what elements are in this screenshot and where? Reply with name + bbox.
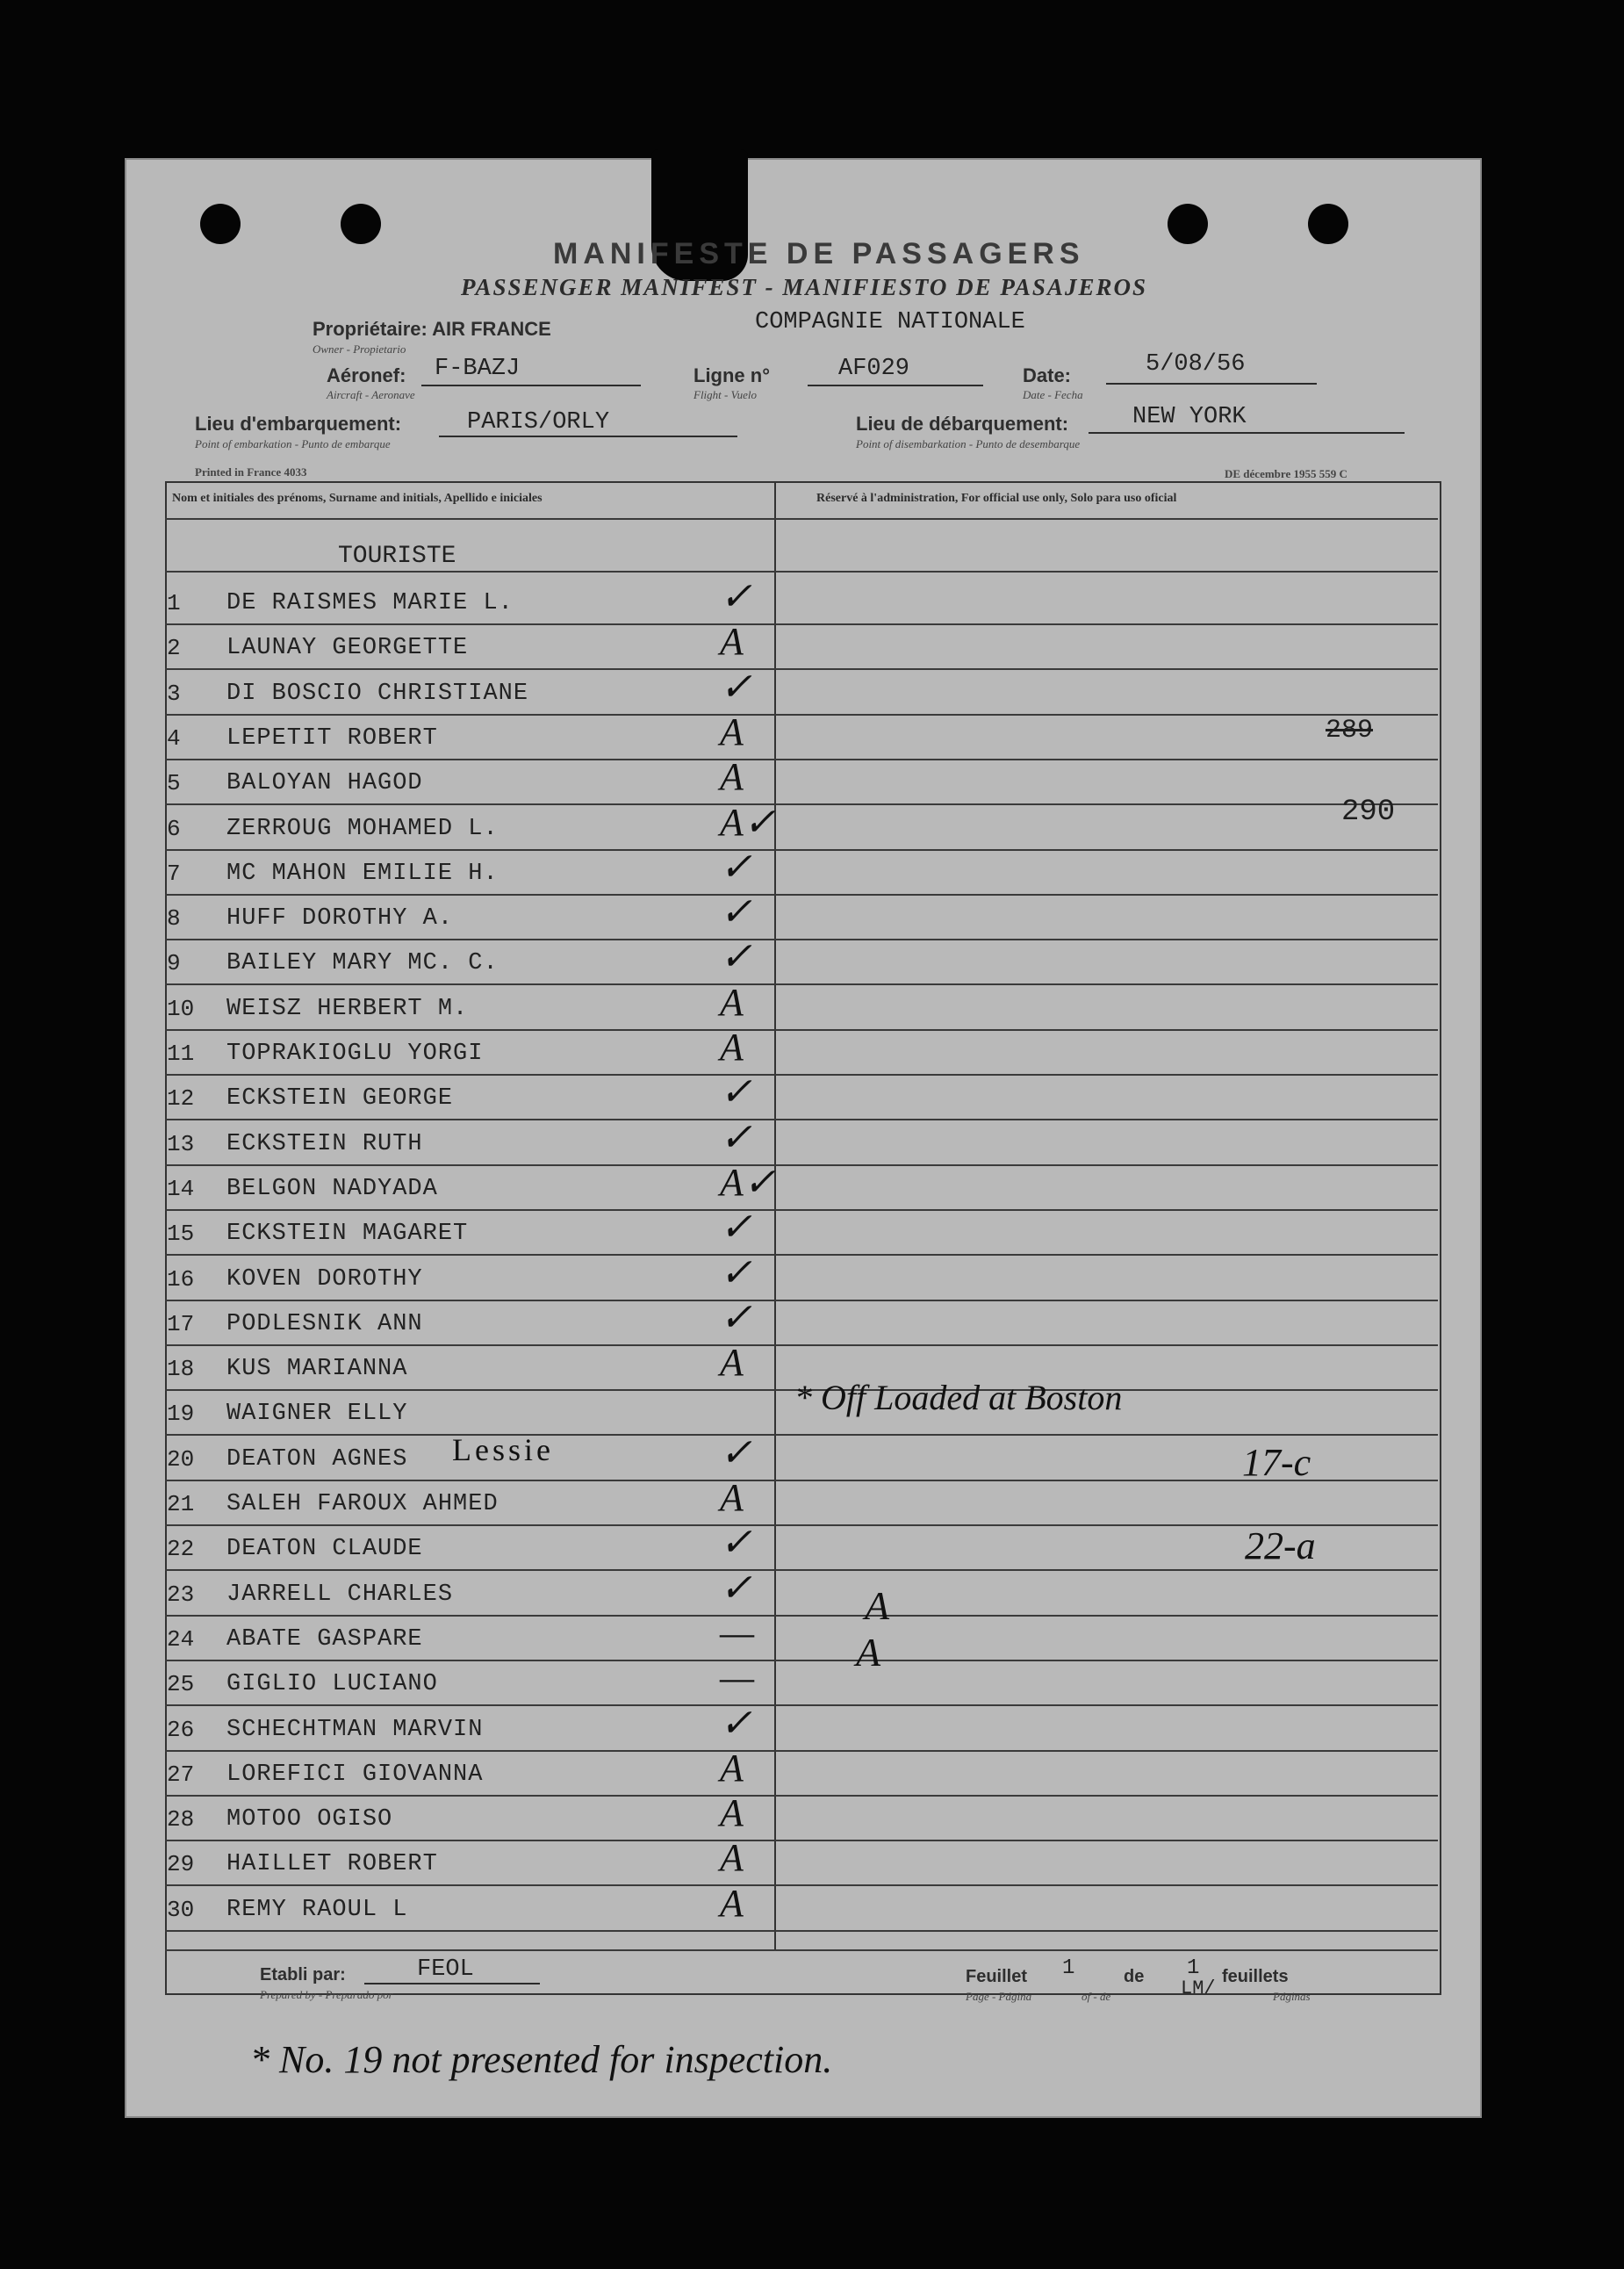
column-divider (774, 481, 776, 1949)
passenger-name: MOTOO OGISO (226, 1806, 393, 1833)
note-22a: 22-a (1245, 1524, 1316, 1567)
row-rule (165, 1840, 1438, 1841)
column-header-names: Nom et initiales des prénoms, Surname and initials, Apellido e iniciales (172, 492, 543, 505)
passenger-number: 7 (167, 861, 181, 887)
row-rule (165, 759, 1438, 760)
date-sublabel: Date - Fecha (1023, 388, 1083, 401)
passenger-number: 20 (167, 1446, 195, 1473)
aircraft-value: F-BAZJ (435, 356, 521, 382)
inspection-mark: A (720, 1476, 744, 1519)
inspection-mark: ✓ (720, 1070, 752, 1113)
owner-label: Propriétaire: AIR FRANCE (313, 318, 551, 340)
embarkation-label: Lieu d'embarquement: (195, 413, 402, 435)
inspection-mark: ✓ (720, 890, 752, 933)
passenger-name: WAIGNER ELLY (226, 1401, 408, 1427)
inspection-mark: ✓ (720, 935, 752, 978)
of-label: de (1124, 1967, 1145, 1986)
passenger-name: ECKSTEIN GEORGE (226, 1085, 454, 1112)
row-rule (165, 939, 1438, 940)
row-rule (165, 714, 1438, 716)
owner-sublabel: Owner - Propietario (313, 342, 406, 356)
row-rule (165, 849, 1438, 851)
inspection-mark: A (720, 1882, 744, 1925)
passenger-number: 30 (167, 1897, 195, 1923)
pages-sublabel: Páginas (1273, 1990, 1311, 2003)
passenger-number: 5 (167, 770, 181, 796)
inspection-mark: ✓ (720, 1567, 752, 1610)
disembarkation-label: Lieu de débarquement: (856, 413, 1069, 435)
footer-rule (165, 1949, 1438, 1951)
inspection-mark: A✓ (720, 801, 776, 844)
page-total: 1 (1187, 1956, 1200, 1980)
class-label: TOURISTE (338, 543, 456, 570)
inspection-note: * No. 19 not presented for inspection. (250, 2038, 833, 2081)
passenger-name: DEATON AGNES (226, 1446, 408, 1473)
lessie-note: Lessie (452, 1432, 554, 1467)
passenger-number: 28 (167, 1806, 195, 1833)
passenger-name: ECKSTEIN MAGARET (226, 1221, 469, 1247)
passenger-name: DE RAISMES MARIE L. (226, 590, 514, 616)
inspection-mark: ✓ (720, 1431, 752, 1474)
flight-sublabel: Flight - Vuelo (693, 388, 757, 401)
passenger-name: KOVEN DOROTHY (226, 1266, 423, 1293)
passenger-name: BELGON NADYADA (226, 1176, 438, 1202)
prepared-value: FEOL (417, 1956, 474, 1983)
manifest-subtitle: PASSENGER MANIFEST - MANIFIESTO DE PASAJEROS (461, 274, 1147, 300)
passenger-name: BAILEY MARY MC. C. (226, 950, 499, 976)
inspection-mark: ✓ (720, 1296, 752, 1339)
of-sublabel: of - de (1081, 1990, 1111, 2003)
passenger-name: GIGLIO LUCIANO (226, 1671, 438, 1697)
passenger-name: REMY RAOUL L (226, 1897, 408, 1923)
struck-number: 289 (1326, 716, 1374, 746)
row-rule (165, 1569, 1438, 1571)
embarkation-value: PARIS/ORLY (467, 409, 610, 436)
inspection-mark: A (720, 1747, 744, 1790)
passenger-name: BALOYAN HAGOD (226, 770, 423, 796)
mark-a-25: A (856, 1630, 881, 1675)
row-rule (165, 668, 1438, 670)
offloaded-note: * Off Loaded at Boston (794, 1378, 1123, 1417)
row-rule (165, 1660, 1438, 1661)
passenger-number: 16 (167, 1266, 195, 1293)
inspection-mark: A (720, 755, 744, 798)
passenger-number: 4 (167, 725, 181, 752)
row-rule (165, 1930, 1438, 1932)
mark-a-24: A (865, 1583, 890, 1628)
passenger-name: DI BOSCIO CHRISTIANE (226, 681, 529, 707)
inspection-mark: ✓ (720, 1521, 752, 1564)
passenger-name: JARRELL CHARLES (226, 1581, 454, 1608)
embarkation-sublabel: Point of embarkation - Punto de embarque (195, 437, 391, 450)
inspection-mark: ✓ (720, 1206, 752, 1249)
aircraft-sublabel: Aircraft - Aeronave (327, 388, 415, 401)
punch-hole (1168, 204, 1208, 244)
row-rule (165, 1615, 1438, 1617)
passenger-number: 24 (167, 1626, 195, 1653)
passenger-name: ABATE GASPARE (226, 1626, 423, 1653)
inspection-mark: ✓ (720, 575, 752, 618)
reference-code: LM/ (1181, 1977, 1216, 1999)
passenger-name: ZERROUG MOHAMED L. (226, 816, 499, 842)
passenger-number: 6 (167, 816, 181, 842)
row-rule (165, 1750, 1438, 1752)
inspection-mark: A (720, 710, 744, 753)
row-rule (165, 1209, 1438, 1211)
inspection-mark: — (720, 1656, 755, 1699)
passenger-name: DEATON CLAUDE (226, 1536, 423, 1562)
row-rule (165, 1884, 1438, 1886)
inspection-mark: A (720, 1836, 744, 1879)
inspection-mark: — (720, 1611, 755, 1654)
manifest-title: MANIFESTE DE PASSAGERS (553, 237, 1085, 270)
header-rule (165, 518, 1438, 520)
passenger-number: 10 (167, 996, 195, 1022)
inspection-mark: A (720, 1341, 744, 1384)
passenger-name: MC MAHON EMILIE H. (226, 861, 499, 887)
pages-label: feuillets (1222, 1967, 1289, 1986)
punch-hole (341, 204, 381, 244)
flight-label: Ligne n° (693, 364, 771, 386)
passenger-name: PODLESNIK ANN (226, 1311, 423, 1337)
column-header-admin: Réservé à l'administration, For official use only, Solo para uso oficial (816, 492, 1177, 505)
row-rule (165, 1434, 1438, 1436)
disembarkation-sublabel: Point of disembarkation - Punto de desembarque (856, 437, 1081, 450)
passenger-number: 29 (167, 1851, 195, 1877)
passenger-name: LEPETIT ROBERT (226, 725, 438, 752)
passenger-number: 25 (167, 1671, 195, 1697)
inspection-mark: ✓ (720, 846, 752, 889)
inspection-mark: ✓ (720, 666, 752, 709)
passenger-name: KUS MARIANNA (226, 1356, 408, 1382)
punch-hole (200, 204, 241, 244)
row-rule (165, 623, 1438, 625)
inspection-mark: ✓ (720, 1702, 752, 1745)
passenger-number: 22 (167, 1536, 195, 1562)
row-rule (165, 803, 1438, 805)
row-rule (165, 1164, 1438, 1166)
inspection-mark: A (720, 620, 744, 663)
row-rule (165, 1029, 1438, 1031)
passenger-number: 3 (167, 681, 181, 707)
row-rule (165, 1254, 1438, 1256)
passenger-number: 18 (167, 1356, 195, 1382)
passenger-number: 11 (167, 1041, 195, 1067)
printed-right: DE décembre 1955 559 C (1225, 467, 1347, 480)
passenger-number: 2 (167, 635, 181, 661)
passenger-name: SCHECHTMAN MARVIN (226, 1717, 484, 1743)
passenger-name: SALEH FAROUX AHMED (226, 1491, 499, 1517)
class-rule (165, 571, 1438, 573)
page-label: Feuillet (966, 1967, 1028, 1986)
inspection-mark: ✓ (720, 1116, 752, 1159)
inspection-mark: A (720, 1791, 744, 1834)
page-number: 1 (1062, 1956, 1075, 1980)
row-rule (165, 1795, 1438, 1797)
passenger-name: LAUNAY GEORGETTE (226, 635, 469, 661)
passenger-number: 17 (167, 1311, 195, 1337)
passenger-name: ECKSTEIN RUTH (226, 1131, 423, 1157)
date-label: Date: (1023, 364, 1072, 386)
passenger-number: 1 (167, 590, 181, 616)
page-count-number: 290 (1341, 796, 1396, 829)
passenger-number: 13 (167, 1131, 195, 1157)
prepared-label: Etabli par: (260, 1965, 346, 1984)
page-sublabel: Page - Página (966, 1990, 1032, 2003)
disembarkation-value: NEW YORK (1132, 404, 1247, 430)
row-rule (165, 1704, 1438, 1706)
passenger-number: 23 (167, 1581, 195, 1608)
punch-hole (1308, 204, 1348, 244)
passenger-name: HAILLET ROBERT (226, 1851, 438, 1877)
passenger-name: LOREFICI GIOVANNA (226, 1761, 484, 1788)
row-rule (165, 894, 1438, 896)
passenger-name: HUFF DOROTHY A. (226, 905, 454, 932)
prepared-sublabel: Prepared by - Preparado por (260, 1988, 393, 2001)
passenger-number: 21 (167, 1491, 195, 1517)
aircraft-label: Aéronef: (327, 364, 406, 386)
inspection-mark: A (720, 981, 744, 1024)
passenger-number: 27 (167, 1761, 195, 1788)
passenger-name: TOPRAKIOGLU YORGI (226, 1041, 484, 1067)
row-rule (165, 1074, 1438, 1076)
printed-left: Printed in France 4033 (195, 465, 307, 479)
passenger-number: 8 (167, 905, 181, 932)
passenger-number: 15 (167, 1221, 195, 1247)
inspection-mark: A✓ (720, 1161, 776, 1204)
inspection-mark: ✓ (720, 1251, 752, 1294)
passenger-name: WEISZ HERBERT M. (226, 996, 469, 1022)
date-value: 5/08/56 (1146, 351, 1246, 378)
flight-value: AF029 (838, 356, 910, 382)
note-17c: 17-c (1242, 1441, 1311, 1484)
row-rule (165, 1344, 1438, 1346)
passenger-number: 12 (167, 1085, 195, 1112)
passenger-number: 26 (167, 1717, 195, 1743)
row-rule (165, 983, 1438, 985)
passenger-number: 9 (167, 950, 181, 976)
inspection-mark: A (720, 1026, 744, 1069)
owner-value: COMPAGNIE NATIONALE (755, 309, 1025, 335)
passenger-number: 19 (167, 1401, 195, 1427)
row-rule (165, 1300, 1438, 1301)
passenger-number: 14 (167, 1176, 195, 1202)
row-rule (165, 1119, 1438, 1120)
